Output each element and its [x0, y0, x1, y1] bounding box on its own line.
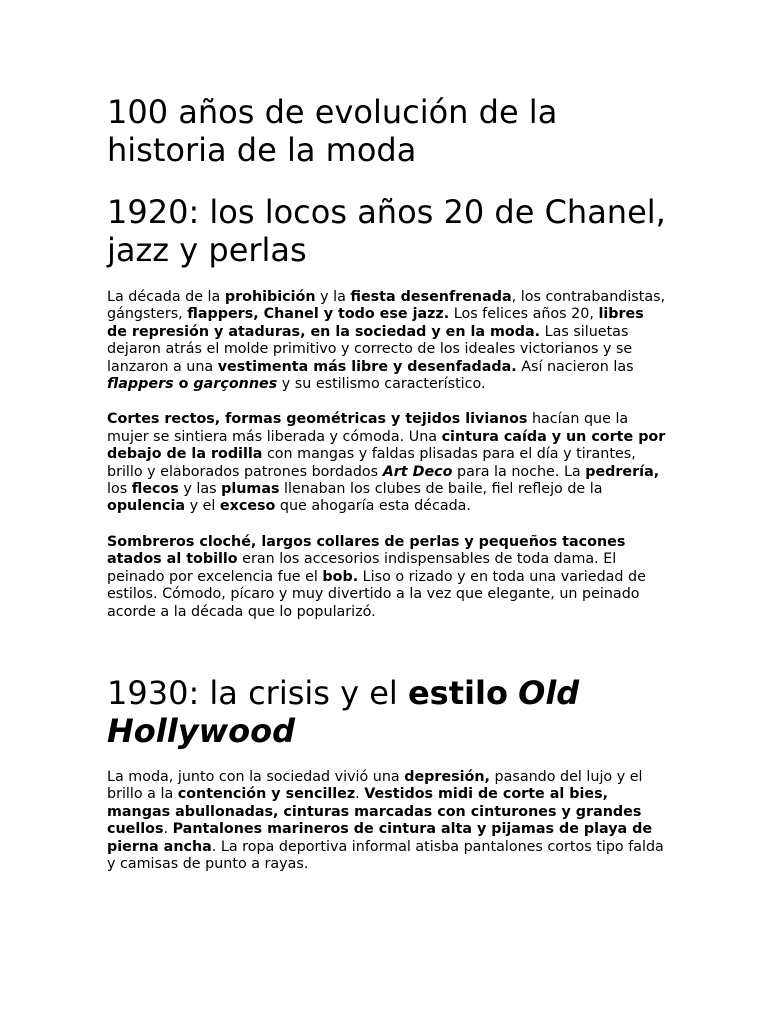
bold-run: bob. — [322, 568, 359, 585]
bold-run: flappers, Chanel y todo ese jazz. — [187, 306, 450, 323]
text-run: pasando del lujo y el brillo a la — [107, 768, 643, 803]
heading-plain-run: 1930: la crisis y el — [107, 673, 408, 712]
bold-run: exceso — [219, 498, 276, 515]
text-run: que ahogaría esta década. — [275, 498, 471, 515]
text-run: . — [355, 786, 365, 803]
text-run: . — [163, 821, 173, 838]
text-run: . La ropa deportiva informal atisba pantalones cortos tipo falda y camisas de punto a rayas. — [107, 838, 664, 872]
bold-run: vestimenta más libre y desenfadada. — [217, 358, 517, 375]
bold-run: Cortes rectos, formas geométricas y tejidos livianos — [107, 411, 528, 428]
text-run: La moda, junto con la sociedad vivió una — [107, 768, 405, 785]
text-run: con mangas y faldas plisadas para el día y tirantes, brillo y elaborados patrones bordados — [107, 446, 636, 480]
heading-italic-run: Old Hollywood — [107, 673, 580, 750]
section-1920-paragraph-3 — [107, 534, 667, 621]
bold-run: flecos — [131, 481, 179, 498]
heading-space — [508, 674, 518, 712]
section-1920-heading: 1920: los locos años 20 de Chanel, jazz y perlas — [107, 193, 666, 269]
bold-run: contención y sencillez — [177, 786, 356, 803]
document-title: 100 años de evolución de la historia de la moda — [107, 93, 558, 169]
bold-run: plumas — [221, 481, 280, 498]
bold-run: Pantalones marineros de cintura alta y pijamas de playa de pierna ancha — [107, 821, 653, 855]
bold-run: prohibición — [224, 289, 316, 305]
text-run: eran los accesorios indispensables de toda dama. El peinado por excelencia fue el — [107, 551, 617, 585]
bold-run: fiesta desenfrenada — [350, 289, 512, 305]
bold-run: Sombreros cloché, largos collares de perlas y pequeños tacones atados al tobillo — [107, 533, 626, 568]
italic-run: garçonnes — [193, 376, 278, 393]
text-run: y la — [315, 289, 351, 305]
text-run: llenaban los clubes de baile, fiel reflejo de la — [279, 481, 603, 498]
bold-italic-run — [193, 376, 277, 392]
bold-run: o — [173, 376, 194, 393]
text-run: y su estilismo característico. — [277, 376, 486, 393]
section-1920-paragraph-1 — [107, 289, 667, 393]
document-body — [107, 93, 667, 873]
text-run: Los felices años 20, — [449, 306, 599, 323]
section-1930-heading — [107, 674, 667, 750]
bold-run: pedrería, — [585, 463, 660, 480]
bold-run: cintura caída y un corte por debajo de la rodilla — [107, 428, 666, 463]
text-run: Así nacieron las — [516, 358, 634, 375]
bold-run: libres de represión y ataduras, en la sociedad y en la moda. — [107, 306, 644, 340]
section-1920-paragraph-2 — [107, 411, 667, 515]
text-run: hacían que la mujer se sintiera más liberada y cómoda. Una — [107, 411, 629, 445]
bold-run: opulencia — [107, 498, 186, 515]
text-run: y el — [185, 498, 220, 515]
text-run: y las — [178, 481, 222, 498]
bold-italic-run — [383, 464, 453, 480]
text-run: para la noche. La — [452, 463, 586, 480]
text-run: Liso o rizado y en toda una variedad de estilos. Cómodo, pícaro y muy divertido a la vez que elegante, un peinado acorde a la década que lo popularizó. — [107, 568, 646, 620]
italic-run: Art Deco — [382, 463, 453, 480]
text-run: Las siluetas dejaron atrás el molde primitivo y correcto de los ideales victorianos y se lanzaron a una — [107, 323, 633, 375]
text-run: La década de la — [107, 289, 225, 305]
text-run: los — [107, 481, 132, 498]
section-1930-paragraph-1 — [107, 769, 667, 873]
bold-run: depresión, — [404, 768, 490, 785]
italic-run: flappers — [107, 376, 174, 393]
bold-run: Vestidos midi de corte al bies, mangas abullonadas, cinturas marcadas con cinturones y grandes cuellos — [107, 786, 642, 838]
text-run: , los contrabandistas, gángsters, — [107, 289, 666, 323]
bold-italic-run — [107, 376, 174, 392]
heading-bold-run: estilo — [407, 673, 508, 712]
